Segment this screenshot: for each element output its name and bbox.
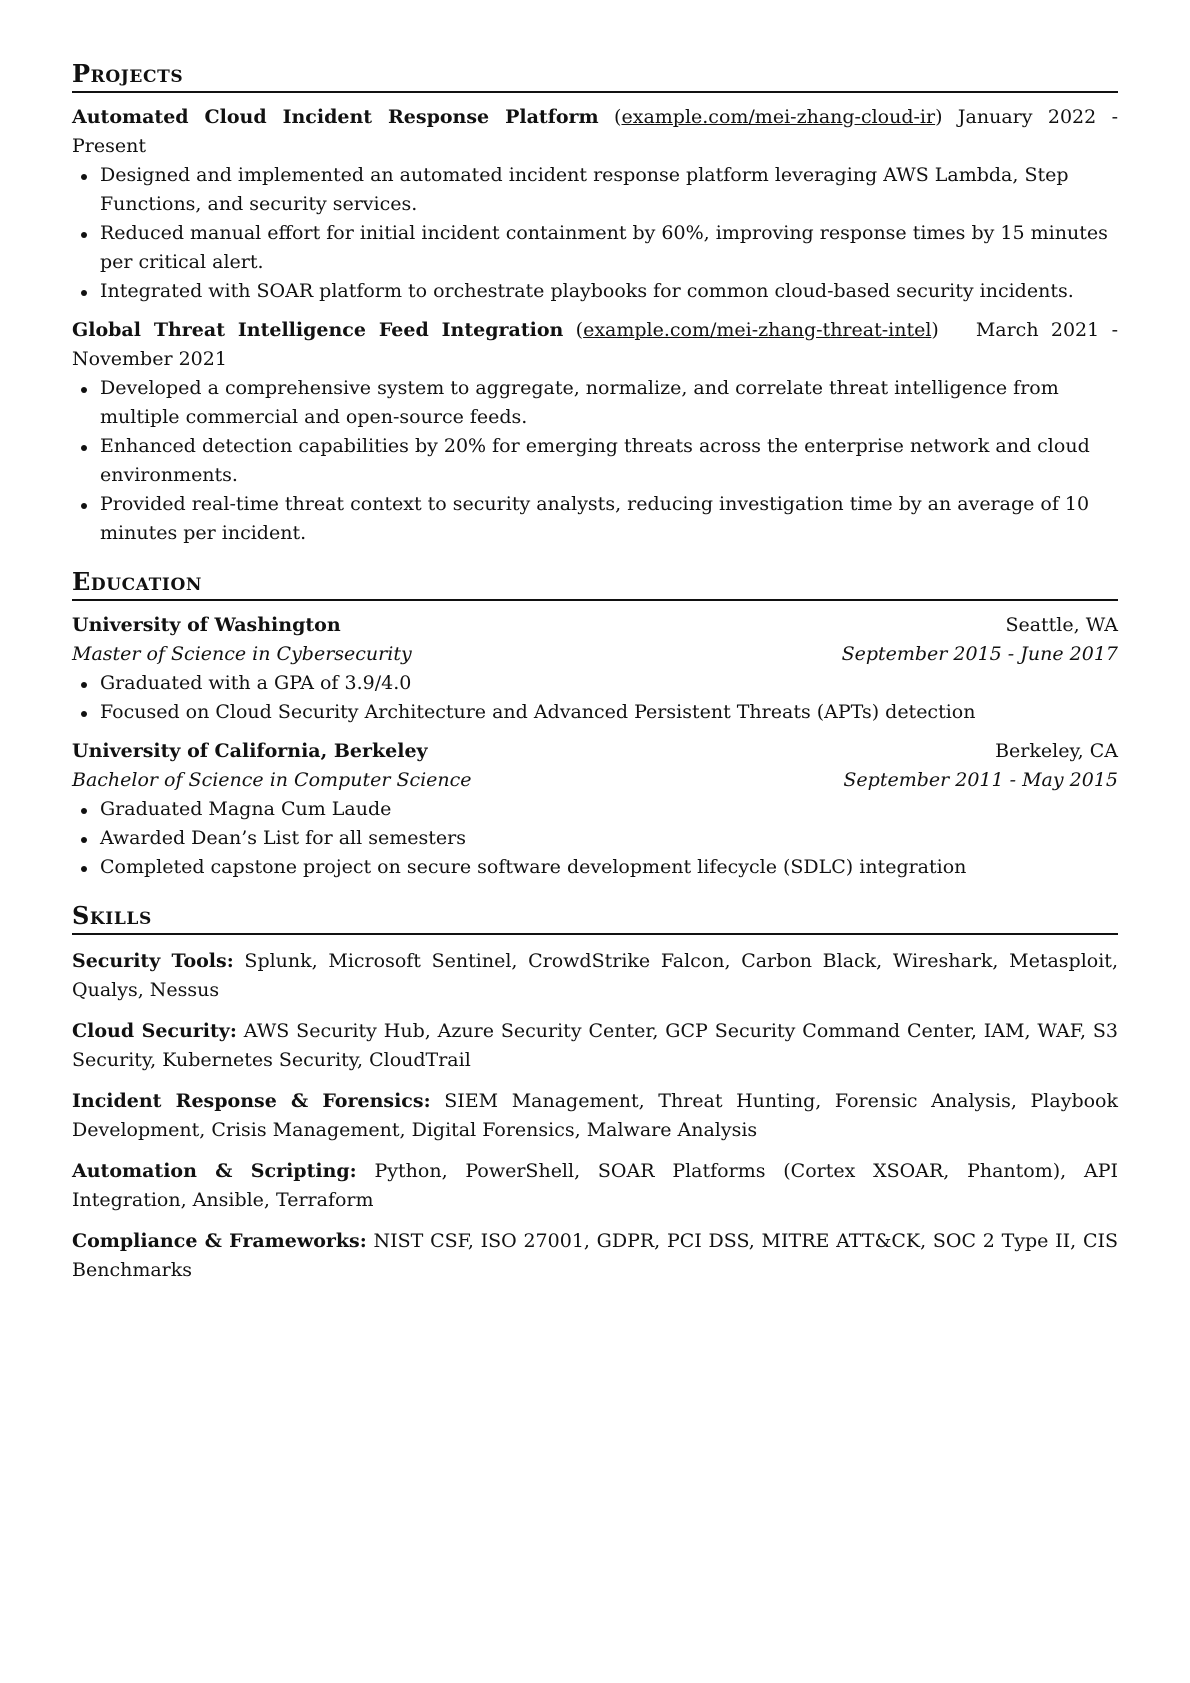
bullet-text: Designed and implemented an automated incident response platform leveraging AWS Lambda, Step Functions, and security services. [100, 164, 1069, 215]
education-row-top [72, 611, 1118, 640]
skill-value: Python, PowerShell, SOAR Platforms (Cortex XSOAR, Phantom), API Integration, Ansible, Terraform [72, 1160, 1118, 1211]
resume-page [72, 59, 1119, 1285]
bullet-text: Focused on Cloud Security Architecture and Advanced Persistent Threats (APTs) detection [100, 701, 976, 723]
education-entry [72, 737, 1118, 882]
list-item [72, 824, 1118, 853]
project-entry [72, 103, 1118, 306]
education-section [72, 567, 1118, 882]
skill-label: Compliance & Frameworks: [72, 1230, 367, 1252]
bullet-text: Awarded Dean’s List for all semesters [100, 827, 466, 849]
skill-value: Splunk, Microsoft Sentinel, CrowdStrike Falcon, Carbon Black, Wireshark, Metasploit, Qualys, Nessus [72, 950, 1118, 1001]
skill-value: AWS Security Hub, Azure Security Center, GCP Security Command Center, IAM, WAF, S3 Security, Kubernetes Security, CloudTrail [72, 1020, 1118, 1071]
project-name: Automated Cloud Incident Response Platform [72, 106, 599, 128]
list-item [72, 490, 1118, 548]
bullet-text: Graduated Magna Cum Laude [100, 798, 392, 820]
bullet-text: Reduced manual effort for initial incident containment by 60%, improving response times by 15 minutes per critical alert. [100, 222, 1108, 273]
school-location: Berkeley, CA [995, 740, 1118, 762]
education-dates: September 2011 - May 2015 [843, 769, 1118, 791]
skill-line [72, 947, 1118, 1005]
bullet-icon [81, 682, 87, 688]
skill-value: SIEM Management, Threat Hunting, Forensic Analysis, Playbook Development, Crisis Management, Digital Forensics, Malware Analysis [72, 1090, 1118, 1141]
project-link[interactable]: example.com/mei-zhang-cloud-ir [621, 106, 936, 128]
skills-heading: Skills [72, 904, 1118, 935]
project-dates: March 2021 - November 2021 [72, 319, 1118, 370]
education-entry [72, 611, 1118, 727]
list-item [72, 669, 1118, 698]
list-item [72, 277, 1118, 306]
education-dates: September 2015 - June 2017 [841, 643, 1118, 665]
skill-line [72, 1017, 1118, 1075]
degree-name: Master of Science in Cybersecurity [72, 643, 412, 665]
bullet-text: Enhanced detection capabilities by 20% for emerging threats across the enterprise network and cloud environments. [100, 435, 1090, 486]
project-name: Global Threat Intelligence Feed Integration [72, 319, 564, 341]
school-name: University of California, Berkeley [72, 740, 428, 762]
list-item [72, 698, 1118, 727]
education-row-bottom [72, 766, 1118, 795]
school-location: Seattle, WA [1005, 614, 1118, 636]
projects-section [72, 59, 1119, 548]
project-header: Automated Cloud Incident Response Platform (example.com/mei-zhang-cloud-ir) January 2022 - Present [72, 106, 1119, 157]
project-header: Global Threat Intelligence Feed Integration (example.com/mei-zhang-threat-intel) March 2021 - November 2021 [72, 319, 1118, 370]
list-item [72, 161, 1118, 219]
bullet-text: Integrated with SOAR platform to orchestrate playbooks for common cloud-based security incidents. [100, 280, 1074, 302]
bullet-icon [81, 387, 87, 393]
bullet-text: Developed a comprehensive system to aggregate, normalize, and correlate threat intelligence from multiple commercial and open-source feeds. [100, 377, 1059, 428]
skills-section [72, 901, 1118, 1285]
list-item [72, 795, 1118, 824]
degree-name: Bachelor of Science in Computer Science [72, 769, 472, 791]
bullet-icon [81, 174, 87, 180]
skill-value: NIST CSF, ISO 27001, GDPR, PCI DSS, MITRE ATT&CK, SOC 2 Type II, CIS Benchmarks [72, 1230, 1118, 1281]
education-row-bottom [72, 640, 1118, 669]
project-bullets [72, 374, 1118, 548]
projects-heading: Projects [72, 62, 1118, 93]
education-bullets [72, 669, 1118, 727]
bullet-text: Completed capstone project on secure software development lifecycle (SDLC) integration [100, 856, 967, 878]
project-dates: January 2022 - Present [72, 106, 1119, 157]
list-item [72, 374, 1118, 432]
bullet-icon [81, 290, 87, 296]
bullet-icon [81, 711, 87, 717]
list-item [72, 219, 1118, 277]
skill-line [72, 1227, 1118, 1285]
skill-label: Automation & Scripting: [72, 1160, 357, 1182]
education-bullets [72, 795, 1118, 882]
bullet-icon [81, 503, 87, 509]
bullet-text: Graduated with a GPA of 3.9/4.0 [100, 672, 412, 694]
skill-line [72, 1157, 1118, 1215]
school-name: University of Washington [72, 614, 341, 636]
list-item [72, 853, 1118, 882]
project-bullets [72, 161, 1118, 306]
bullet-text: Provided real-time threat context to security analysts, reducing investigation time by an average of 10 minutes per incident. [100, 493, 1090, 544]
project-entry [72, 316, 1118, 548]
education-row-top [72, 737, 1118, 766]
bullet-icon [81, 445, 87, 451]
skill-label: Security Tools: [72, 950, 234, 972]
skill-label: Cloud Security: [72, 1020, 237, 1042]
bullet-icon [81, 232, 87, 238]
bullet-icon [81, 837, 87, 843]
list-item [72, 432, 1118, 490]
bullet-icon [81, 866, 87, 872]
skill-label: Incident Response & Forensics: [72, 1090, 431, 1112]
education-heading: Education [72, 570, 1118, 601]
project-link[interactable]: example.com/mei-zhang-threat-intel [583, 319, 932, 341]
skill-line [72, 1087, 1118, 1145]
bullet-icon [81, 808, 87, 814]
